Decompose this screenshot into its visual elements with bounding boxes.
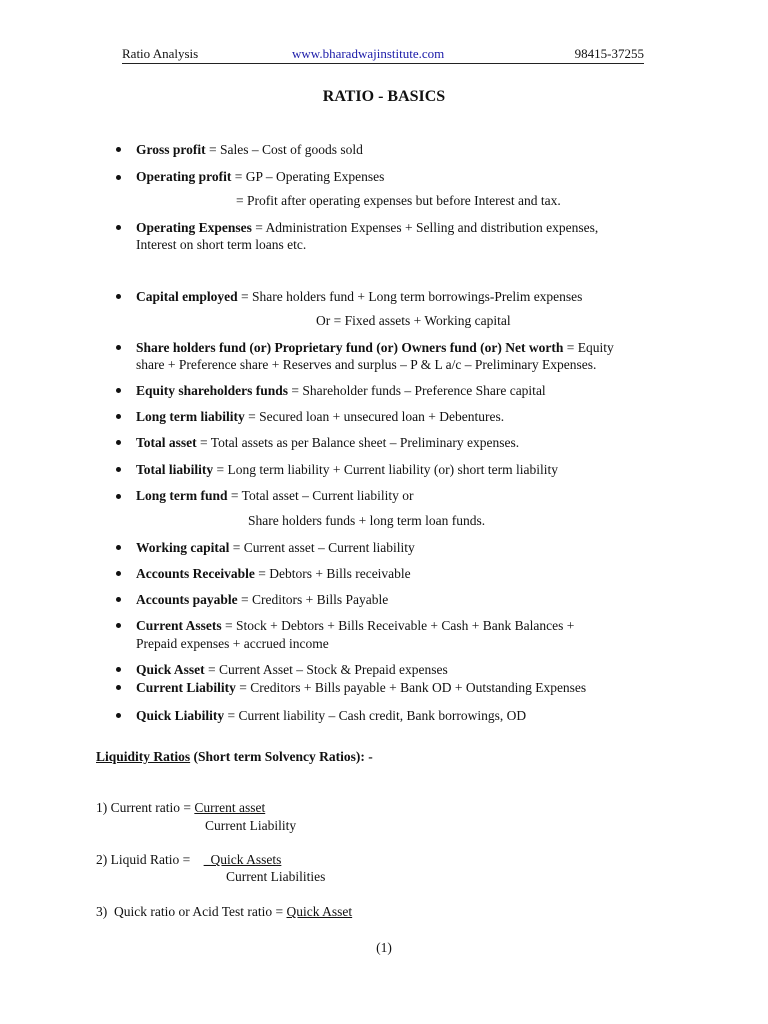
item-term: Quick Liability bbox=[136, 708, 225, 723]
formula-quick-ratio bbox=[96, 904, 352, 920]
header-phone: 98415-37255 bbox=[574, 46, 644, 61]
formula-prefix: 1) Current ratio = bbox=[96, 800, 195, 815]
list-item bbox=[136, 617, 574, 634]
formula-current-ratio bbox=[96, 800, 265, 816]
item-definition: = Total assets as per Balance sheet – Preliminary expenses. bbox=[196, 435, 520, 450]
page-title: RATIO - BASICS bbox=[322, 88, 446, 105]
item-term: Share holders fund (or) Proprietary fund (or) Owners fund (or) Net worth bbox=[136, 340, 564, 355]
bullet-icon bbox=[116, 571, 121, 576]
bullet-icon bbox=[116, 147, 121, 152]
list-item bbox=[136, 382, 546, 399]
item-continuation: Prepaid expenses + accrued income bbox=[136, 636, 329, 651]
bullet-icon bbox=[116, 345, 121, 350]
item-definition: = Administration Expenses + Selling and distribution expenses, bbox=[251, 220, 599, 235]
item-definition: = Current asset – Current liability bbox=[229, 540, 415, 555]
formula-denominator: Current Liabilities bbox=[226, 869, 326, 884]
formula-numerator: Current asset bbox=[194, 800, 266, 815]
item-definition: = Creditors + Bills payable + Bank OD + Outstanding Expenses bbox=[235, 680, 587, 695]
bullet-icon bbox=[116, 713, 121, 718]
formula-numerator: Quick Asset bbox=[286, 904, 353, 919]
list-item bbox=[136, 168, 384, 185]
bullet-icon bbox=[116, 685, 121, 690]
item-definition: = Sales – Cost of goods sold bbox=[205, 142, 363, 157]
formula-prefix: 3) Quick ratio or Acid Test ratio = bbox=[96, 904, 287, 919]
formula-prefix: 2) Liquid Ratio = bbox=[96, 852, 204, 867]
item-term: Current Assets bbox=[136, 618, 222, 633]
bullet-icon bbox=[116, 414, 121, 419]
item-continuation: = Profit after operating expenses but before Interest and tax. bbox=[236, 193, 561, 208]
bullet-icon bbox=[116, 294, 121, 299]
item-term: Accounts payable bbox=[136, 592, 238, 607]
page-number: (1) bbox=[376, 940, 392, 955]
bullet-icon bbox=[116, 623, 121, 628]
section-heading bbox=[96, 749, 373, 765]
item-term: Long term liability bbox=[136, 409, 245, 424]
list-item bbox=[136, 461, 558, 478]
item-term: Accounts Receivable bbox=[136, 566, 255, 581]
list-item bbox=[136, 487, 414, 504]
item-definition: = Current liability – Cash credit, Bank borrowings, OD bbox=[224, 708, 527, 723]
item-continuation: share + Preference share + Reserves and surplus – P & L a/c – Preliminary Expenses. bbox=[136, 357, 597, 372]
bullet-icon bbox=[116, 388, 121, 393]
list-item bbox=[136, 539, 415, 556]
page-header bbox=[122, 46, 644, 64]
item-definition: = Long term liability + Current liability (or) short term liability bbox=[213, 462, 558, 477]
list-item bbox=[136, 591, 388, 608]
item-term: Equity shareholders funds bbox=[136, 383, 289, 398]
list-item bbox=[136, 565, 411, 582]
item-term: Total liability bbox=[136, 462, 214, 477]
list-item bbox=[136, 434, 519, 451]
list-item bbox=[136, 408, 504, 425]
item-definition: = Stock + Debtors + Bills Receivable + Cash + Bank Balances + bbox=[221, 618, 575, 633]
item-term: Total asset bbox=[136, 435, 197, 450]
bullet-icon bbox=[116, 225, 121, 230]
item-term: Gross profit bbox=[136, 142, 206, 157]
header-title: Ratio Analysis bbox=[122, 46, 199, 61]
header-website-link[interactable]: www.bharadwajinstitute.com bbox=[292, 46, 445, 61]
item-definition: = Creditors + Bills Payable bbox=[237, 592, 389, 607]
bullet-icon bbox=[116, 440, 121, 445]
item-continuation: Share holders funds + long term loan funds. bbox=[248, 513, 486, 528]
item-definition: = Debtors + Bills receivable bbox=[254, 566, 411, 581]
item-continuation: Interest on short term loans etc. bbox=[136, 237, 307, 252]
formula-liquid-ratio bbox=[96, 852, 281, 868]
list-item bbox=[136, 679, 586, 696]
item-term: Operating profit bbox=[136, 169, 232, 184]
list-item bbox=[136, 288, 582, 305]
item-term: Capital employed bbox=[136, 289, 238, 304]
item-definition: = Shareholder funds – Preference Share capital bbox=[288, 383, 546, 398]
formula-numerator: _Quick Assets bbox=[203, 852, 282, 867]
item-term: Current Liability bbox=[136, 680, 236, 695]
section-heading-underlined: Liquidity Ratios bbox=[96, 749, 191, 764]
item-definition: = Total asset – Current liability or bbox=[227, 488, 414, 503]
bullet-icon bbox=[116, 667, 121, 672]
item-definition: = Secured loan + unsecured loan + Debentures. bbox=[244, 409, 505, 424]
item-definition: = Equity bbox=[563, 340, 614, 355]
bullet-icon bbox=[116, 175, 121, 180]
item-definition: = Share holders fund + Long term borrowings-Prelim expenses bbox=[237, 289, 583, 304]
list-item bbox=[136, 661, 448, 678]
item-continuation: Or = Fixed assets + Working capital bbox=[316, 313, 511, 328]
item-term: Working capital bbox=[136, 540, 230, 555]
item-term: Long term fund bbox=[136, 488, 228, 503]
item-definition: = GP – Operating Expenses bbox=[231, 169, 385, 184]
section-heading-rest: (Short term Solvency Ratios): - bbox=[190, 749, 373, 764]
item-definition: = Current Asset – Stock & Prepaid expenses bbox=[204, 662, 448, 677]
bullet-icon bbox=[116, 467, 121, 472]
bullet-icon bbox=[116, 545, 121, 550]
bullet-icon bbox=[116, 494, 121, 499]
list-item bbox=[136, 219, 598, 236]
formula-denominator: Current Liability bbox=[205, 818, 297, 833]
list-item bbox=[136, 141, 363, 158]
item-term: Operating Expenses bbox=[136, 220, 252, 235]
list-item bbox=[136, 707, 526, 724]
list-item bbox=[136, 339, 614, 356]
bullet-icon bbox=[116, 597, 121, 602]
item-term: Quick Asset bbox=[136, 662, 205, 677]
